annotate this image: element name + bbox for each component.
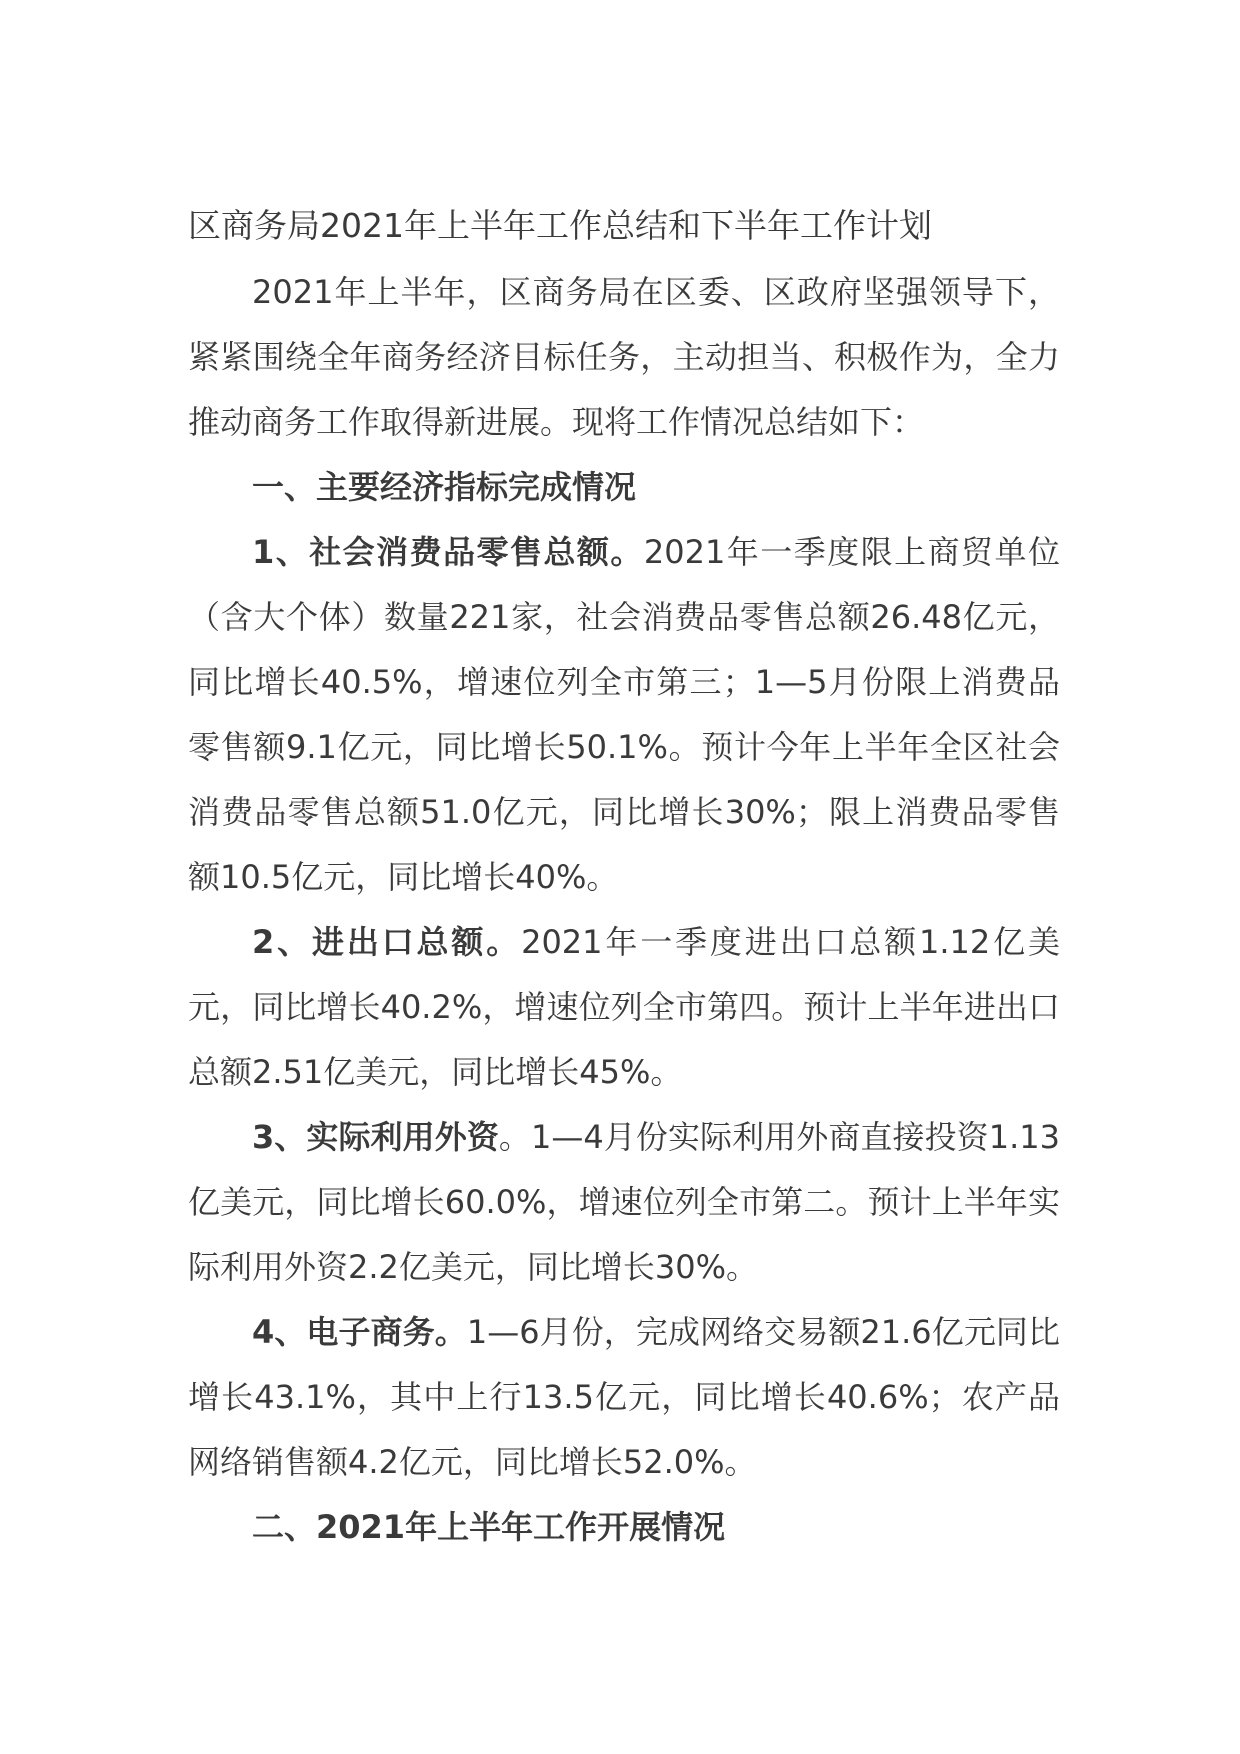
item-paragraph-fdi [188, 1105, 1060, 1300]
item-lead-retail: 1、社会消费品零售总额。 [252, 533, 644, 571]
item-text-ecommerce: 1—6月份，完成网络交易额21.6亿元同比增长43.1%，其中上行13.5亿元，同比增长40.6%；农产品网络销售额4.2亿元，同比增长52.0%。 [188, 1313, 1060, 1481]
intro-paragraph: 2021年上半年，区商务局在区委、区政府坚强领导下，紧紧围绕全年商务经济目标任务，主动担当、积极作为，全力推动商务工作取得新进展。现将工作情况总结如下： [188, 273, 1060, 441]
document-title: 区商务局2021年上半年工作总结和下半年工作计划 [188, 206, 932, 245]
item-text-trade: 2021年一季度进出口总额1.12亿美元，同比增长40.2%，增速位列全市第四。预计上半年进出口总额2.51亿美元，同比增长45%。 [188, 923, 1060, 1091]
document-page [188, 196, 1060, 1560]
section-heading-2: 二、2021年上半年工作开展情况 [252, 1508, 726, 1546]
item-paragraph-trade [188, 910, 1060, 1105]
item-text-fdi: 。1—4月份实际利用外商直接投资1.13亿美元，同比增长60.0%，增速位列全市第二。预计上半年实际利用外资2.2亿美元，同比增长30%。 [188, 1118, 1060, 1286]
item-text-retail: 2021年一季度限上商贸单位（含大个体）数量221家，社会消费品零售总额26.48亿元，同比增长40.5%，增速位列全市第三；1—5月份限上消费品零售额9.1亿元，同比增长50.1%。预计今年上半年全区社会消费品零售总额51.0亿元，同比增长30%；限上消费品零售额10.5亿元，同比增长40%。 [188, 533, 1060, 896]
item-lead-trade: 2、进出口总额。 [252, 923, 522, 961]
item-lead-fdi: 3、实际利用外资 [252, 1118, 499, 1156]
item-lead-ecommerce: 4、电子商务。 [252, 1313, 467, 1351]
item-paragraph-ecommerce [188, 1300, 1060, 1495]
section-heading-1: 一、主要经济指标完成情况 [252, 468, 637, 506]
item-paragraph-retail [188, 520, 1060, 910]
